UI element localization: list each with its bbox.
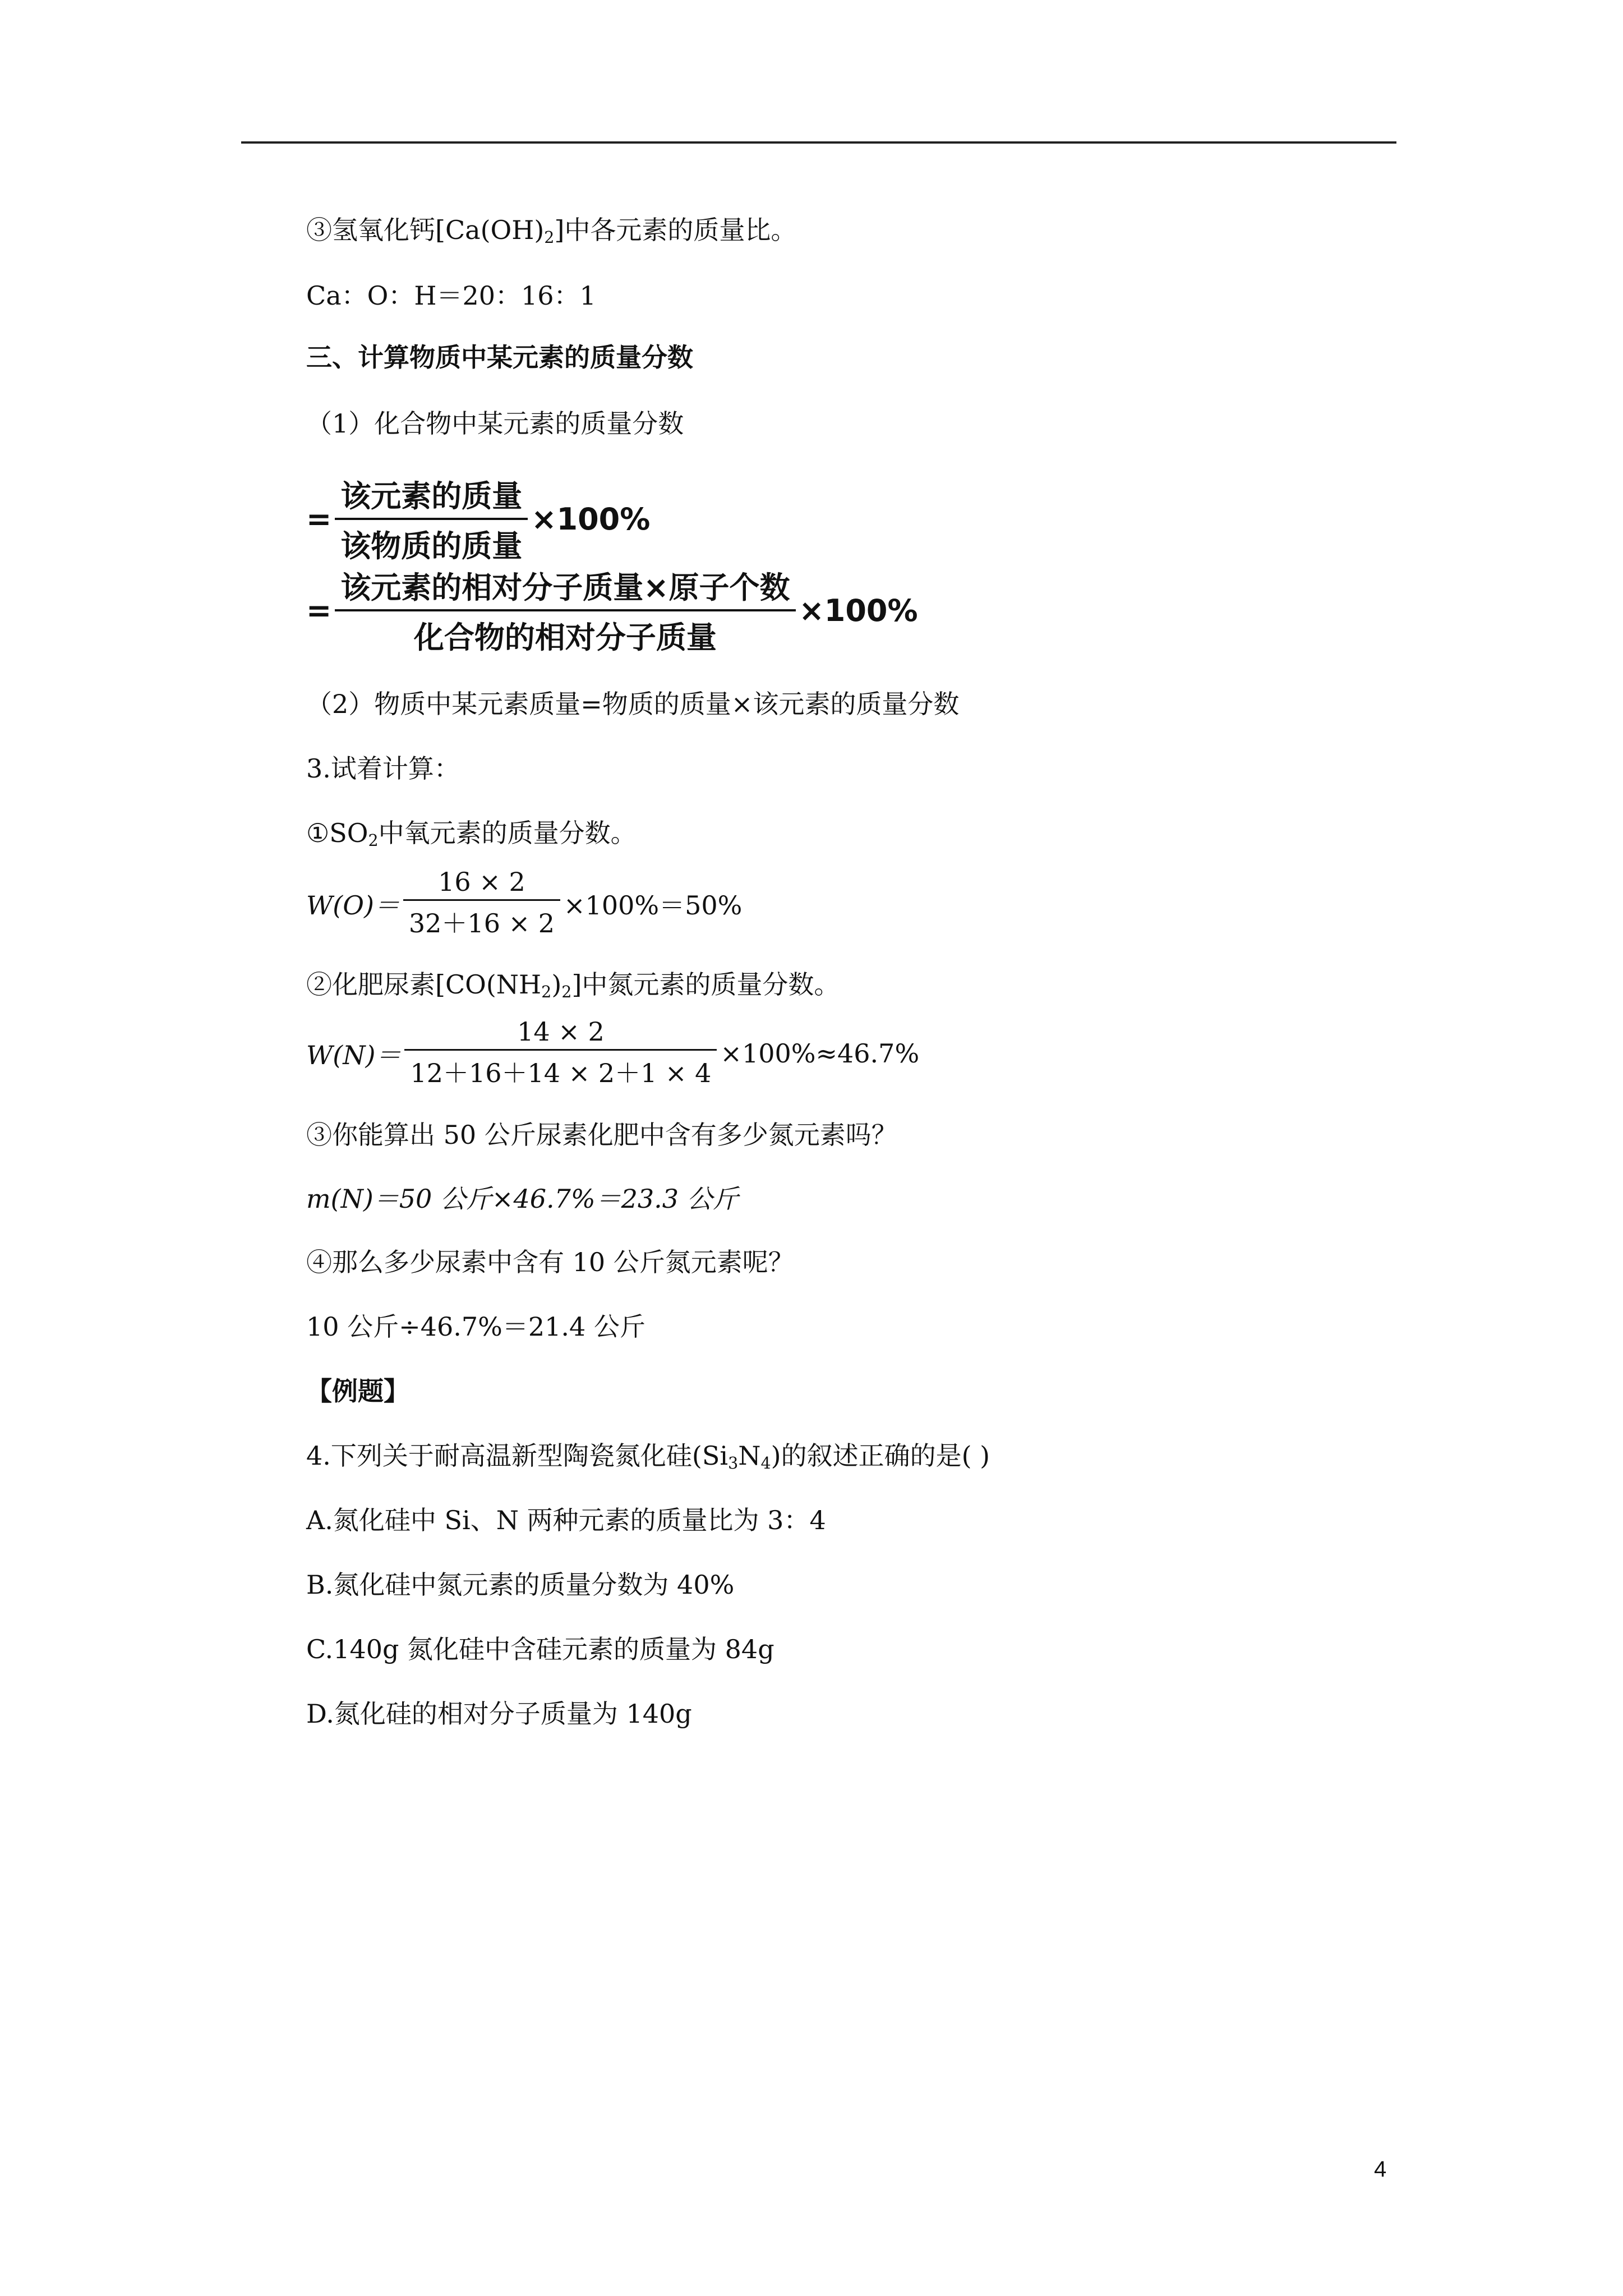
calc2-title: ②化肥尿素$[CO(NH_2)_2]$中氮元素的质量分数。	[306, 969, 840, 1002]
calc1-formula	[306, 867, 742, 940]
calc2-denominator: 12＋16＋14 × 2＋1 × 4	[410, 1058, 712, 1088]
calc1-denominator: 32＋16 × 2	[408, 908, 555, 938]
section3-heading: 三、计算物质中某元素的质量分数	[306, 342, 693, 372]
formula2-equals: =	[306, 592, 332, 628]
q4-option-a: A.氮化硅中 Si、N 两种元素的质量比为 3：4	[306, 1505, 826, 1535]
calc3-answer: m(N)＝50 公斤×46.7%＝23.3 公斤	[306, 1184, 739, 1214]
formula1-times: ×100%	[531, 501, 651, 537]
calc1-rhs: ×100%＝50%	[564, 890, 743, 921]
header-rule	[241, 141, 1396, 144]
calc2-lhs: W(N)＝	[306, 1039, 402, 1070]
calc2-formula	[306, 1016, 919, 1090]
formula2-denominator: 化合物的相对分子质量	[413, 620, 717, 655]
calc2-rhs: ×100%≈46.7%	[720, 1038, 920, 1069]
formula1-numerator: 该元素的质量	[340, 478, 523, 514]
section3-item2: （2）物质中某元素质量=物质的质量×该元素的质量分数	[306, 689, 960, 719]
mass-fraction-formula-2	[306, 564, 918, 657]
q3-answer: Ca：O：H＝20：16：1	[306, 280, 596, 311]
page-number: 4	[1374, 2157, 1387, 2182]
try-heading: 3.试着计算：	[306, 753, 460, 784]
calc2-numerator: 14 × 2	[517, 1016, 605, 1047]
formula2-times: ×100%	[799, 592, 918, 628]
mass-fraction-formula-1	[306, 472, 650, 565]
calc1-numerator: 16 × 2	[438, 867, 525, 897]
section3-item1: （1）化合物中某元素的质量分数	[306, 408, 684, 439]
calc2-fraction	[404, 1016, 717, 1090]
q4-option-c: C.140g 氮化硅中含硅元素的质量为 84g	[306, 1634, 774, 1664]
formula2-numerator: 该元素的相对分子质量×原子个数	[340, 570, 790, 605]
q4-stem: 4.下列关于耐高温新型陶瓷氮化硅$(Si_3N_4)$的叙述正确的是( )	[306, 1441, 990, 1473]
formula1-fraction	[335, 472, 528, 565]
calc1-lhs: W(O)＝	[306, 890, 400, 921]
formula1-denominator: 该物质的质量	[340, 528, 523, 564]
q3-title: ③氢氧化钙$[Ca(OH)_2]$中各元素的质量比。	[306, 215, 797, 247]
calc4-title: ④那么多少尿素中含有 10 公斤氮元素呢？	[306, 1247, 794, 1277]
formula1-equals: =	[306, 501, 332, 537]
calc3-title: ③你能算出 50 公斤尿素化肥中含有多少氮元素吗？	[306, 1120, 897, 1150]
calc1-fraction	[403, 867, 560, 940]
q4-option-d: D.氮化硅的相对分子质量为 140g	[306, 1699, 692, 1729]
calc1-title: $①SO_2$中氧元素的质量分数。	[306, 818, 637, 850]
formula2-fraction	[335, 564, 795, 657]
example-heading: 【例题】	[306, 1376, 409, 1406]
q4-option-b: B.氮化硅中氮元素的质量分数为 40%	[306, 1570, 735, 1600]
calc4-answer: 10 公斤÷46.7%＝21.4 公斤	[306, 1312, 645, 1342]
